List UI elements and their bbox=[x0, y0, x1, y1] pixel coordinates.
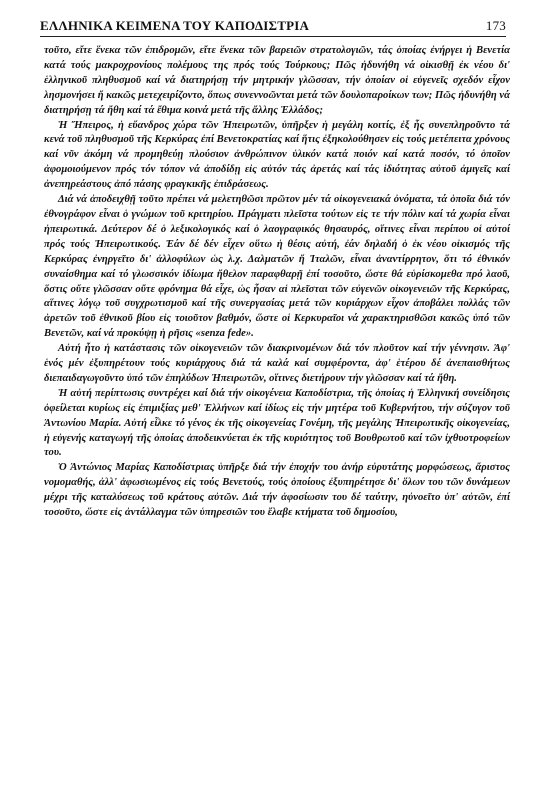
page-number: 173 bbox=[485, 18, 506, 33]
paragraph: τοῦτο, εἴτε ἕνεκα τῶν ἐπιδρομῶν, εἴτε ἕνεκα τῶν βαρειῶν στρατολογιῶν, τάς ὁποίας ἐνήργει ἡ Βενετία κατά τούς μακροχρονίους πολέμους της πρός τούς Τούρκους; Πῶς ἠδυνήθη νά οἰκισθῇ ἐκ νέου δι' ἑλληνικοῦ πληθυσμοῦ καί νά διατηρήσῃ τήν μητρικήν γλῶσσαν, τήν ὁποίαν οἱ εὐγενεῖς σχεδόν εἶχον λησμονήσει ἤ κακῶς μετεχειρίζοντο, ὅπως συνεννοῶνται μετά τῶν δουλοπαροίκων των; Πῶς ἠδυνήθη νά διατηρήσῃ τά ἤθη καί τά ἔθιμα κοινά μετά τῆς ἄλλης Ἑλλάδος; bbox=[44, 45, 510, 116]
paragraph: Ἡ αὐτή περίπτωσις συντρέχει καί διά τήν οἰκογένεια Καποδίστρια, τῆς ὁποίας ἡ Ἑλληνική συνείδησις ὀφείλεται κυρίως εἰς ἐπιμιξίας μεθ' Ἑλλήνων καί ἰδίως εἰς τήν μητέρα τοῦ Κυβερνήτου, τήν σύζυγον τοῦ Ἀντωνίου Μαρία. Αὐτή εἶλκε τό γένος ἐκ τῆς οἰκογενείας Γονέμη, τῆς μεγάλης Ἠπειρωτικῆς οἰκογενείας, ἡ εὐγενής καταγωγή τῆς ὁποίας ἀποδεικνύεται ἐκ τῆς κυριότητος τοῦ Βουθρωτοῦ καί τῶν ἰχθυοτροφείων του. bbox=[44, 387, 510, 459]
paragraph: Διά νά ἀποδειχθῇ τοῦτο πρέπει νά μελετηθῶσι πρῶτον μέν τά οἰκογενειακά ὀνόματα, τά ὁποῖα διά τόν ἐθνογράφον εἶναι ὁ γνώμων τοῦ κριτηρίου. Πράγματι πλεῖστα τούτων εἰς τε τήν πόλιν καί τά χωρία εἶναι ἠπειρωτικά. Δεύτερον δέ ὁ λεξικολογικός καί ὁ λαογραφικός θησαυρός, οἵτινες εἶναι περίπου οἱ αὐτοί πρός τούς Ἠπειρωτικούς. Ἐάν δέ δέν εἶχεν οὕτω ἡ θέσις αὐτή, ἐάν δηλαδή ὁ ἐκ νέου οἰκισμός τῆς Κερκύρας ἐνηργεῖτο δι' ἀλλοφύλων ὡς λ.χ. Δαλματῶν ἤ Ἰταλῶν, εἶναι ἀναντίρρητον, ὅτι τό ἐθνικόν συναίσθημα καί τό γλωσσικόν ἰδίωμα ἤθελον παραφθαρῇ ἐπί τοσοῦτο, ὥστε θά εὑρίσκομεθα πρό λαοῦ, ὅστις οὔτε γλῶσσαν οὔτε φρόνημα θά εἶχε, ὡς ἦσαν αἱ πλεῖσται τῶν εὐγενῶν οἰκογενειῶν τῆς Κερκύρας, αἵτινες λόγῳ τοῦ συγχρωτισμοῦ καί τῆς συνεργασίας μετά τῶν κυριάρχων εἶχον ἀποβάλει πολλάς τῶν ἀρετῶν τοῦ ἐθνικοῦ βίου εἰς τοιοῦτον βαθμόν, ὥστε οἱ Κερκυραῖοι νά χαρακτηρισθῶσι κακῶς ὑπό τῶν Βενετῶν, καί νά προκύψῃ ἡ ρῆσις «senza fede». bbox=[44, 194, 510, 340]
paragraph: Αὐτή ἦτο ἡ κατάστασις τῶν οἰκογενειῶν τῶν διακρινομένων διά τόν πλοῦτον καί τήν γέννησιν. Ἀφ' ἑνός μέν ἐξυπηρέτουν τούς κυριάρχους διά τά καλά καί συμφέροντα, ἀφ' ἑτέρου δέ ἀνεπαισθήτως διεπαιδαγωγοῦντο ὑπό τῶν ἐπηλύδων Ἠπειρωτῶν, οἵτινες διετήρουν τήν γλῶσσαν καί τά ἤθη. bbox=[44, 343, 510, 384]
paragraph: Ὁ Ἀντώνιος Μαρίας Καποδίστριας ὑπῆρξε διά τήν ἐποχήν του ἀνήρ εὐρυτάτης μορφώσεως, ἄριστος νομομαθής, ἀλλ' ἀφωσιωμένος εἰς τούς Βενετούς, τούς ὁποίους ἐξυπηρέτησε δι' ὅλων του τῶν δυνάμεων μέχρι τῆς καταλύσεως τοῦ κράτους αὐτῶν. Διά τήν ἀφοσίωσιν του δέ ταύτην, ηὐνοεῖτο ὑπ' αὐτῶν, ἐπί τοσοῦτο, ὥστε εἰς ἀντάλλαγμα τῶν ὑπηρεσιῶν του ἔλαβε κτήματα τοῦ δημοσίου, bbox=[44, 462, 510, 519]
body-text bbox=[44, 44, 510, 790]
paragraph: Ἡ Ἤπειρος, ἡ εὔανδρος χώρα τῶν Ἠπειρωτῶν, ὑπῆρξεν ἡ μεγάλη κοιτίς, ἐξ ἧς συνεπληροῦντο τά κενά τοῦ πληθυσμοῦ τῆς Κερκύρας ἐπί Βενετοκρατίας καί ἥτις ἐξηκολούθησεν εἰς τούς μετέπειτα χρόνους καί νῦν ἀκόμη νά προμηθεύῃ πλούσιον ἀνθρώπινον ὑλικόν κατά ποιόν καί κατά ποσόν, τό ὁποῖον ἀφομοιούμενον πρός τόν τόπον νά ἀποδίδῃ εἰς αὐτόν τάς ἀρετάς καί τάς ἰδιότητας αὐτοῦ ἀμιγεῖς καί ἀνεπηρεάστους ἀπό πάσης φραγκικῆς ἐπιδράσεως. bbox=[44, 119, 510, 191]
running-head-title: ΕΛΛΗΝΙΚΑ ΚΕΙΜΕΝΑ ΤΟΥ ΚΑΠΟΔΙΣΤΡΙΑ bbox=[40, 18, 310, 33]
running-head bbox=[40, 12, 506, 34]
header-rule bbox=[40, 36, 506, 37]
